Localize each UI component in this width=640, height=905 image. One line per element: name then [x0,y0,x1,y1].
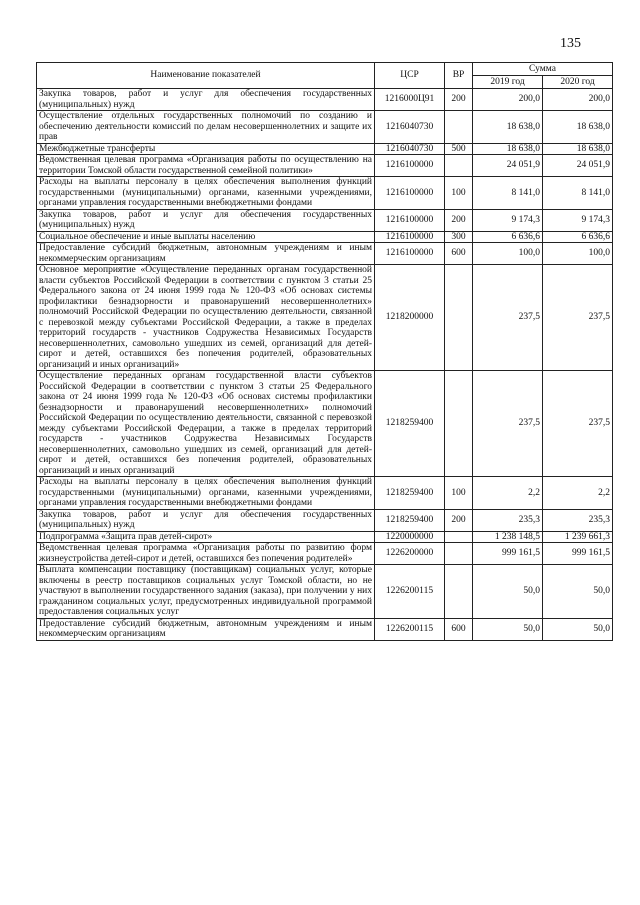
header-vr: ВР [445,63,473,89]
row-sum-2019: 237,5 [473,371,543,477]
row-vr: 200 [445,209,473,231]
table-row [37,209,613,231]
row-sum-2020: 237,5 [543,371,613,477]
row-sum-2019: 237,5 [473,265,543,371]
row-csr: 1218259400 [375,477,445,510]
row-sum-2020: 235,3 [543,509,613,531]
row-sum-2019: 50,0 [473,565,543,619]
row-vr: 600 [445,243,473,265]
header-year-2019: 2019 год [473,76,543,89]
table-row [37,565,613,619]
header-name: Наименование показателей [37,63,375,89]
row-vr [445,371,473,477]
row-sum-2019: 9 174,3 [473,209,543,231]
row-name: Расходы на выплаты персоналу в целях обеспечения выполнения функций государственными (муниципальными) органами, казенными учреждениями, органами управления государственными внебюджетными фондами [37,177,375,210]
row-vr: 600 [445,618,473,640]
row-name: Основное мероприятие «Осуществление переданных органам государственной власти субъектов Российской Федерации в соответствии с пунктом 3 статьи 25 Федерального закона от 24 июня 1999 года № 120-ФЗ «Об основах системы профилактики безнадзорности и правонарушений несовершеннолетних» полномочий Российской Федерации по осуществлению деятельности, связанной с перевозкой между субъектами Российской Федерации, а также в пределах территорий государств - участников Содружества Независимых Государств несовершеннолетних, самовольно ушедших из семей, организаций для детей-сирот и детей, оставшихся без попечения родителей, образовательных организаций и иных организаций» [37,265,375,371]
row-name: Осуществление переданных органам государственной власти субъектов Российской Федерации в соответствии с пунктом 3 статьи 25 Федерального закона от 24 июня 1999 года № 120-ФЗ «Об основах системы профилактики безнадзорности и правонарушений несовершеннолетних» полномочий Российской Федерации по осуществлению деятельности, связанной с перевозкой между субъектами Российской Федерации, а также в пределах территорий государств - участников Содружества Независимых Государств несовершеннолетних, самовольно ушедших из семей, организаций для детей-сирот и детей, оставшихся без попечения родителей, образовательных организаций и иных организаций [37,371,375,477]
row-name: Закупка товаров, работ и услуг для обеспечения государственных (муниципальных) нужд [37,89,375,111]
row-sum-2020: 2,2 [543,477,613,510]
row-vr [445,265,473,371]
row-csr: 1216100000 [375,209,445,231]
row-sum-2019: 999 161,5 [473,543,543,565]
row-name: Межбюджетные трансферты [37,143,375,155]
row-csr: 1226200115 [375,565,445,619]
row-csr: 1218259400 [375,509,445,531]
row-vr [445,155,473,177]
row-vr: 200 [445,509,473,531]
table-row [37,618,613,640]
row-name: Предоставление субсидий бюджетным, автономным учреждениям и иным некоммерческим организациям [37,618,375,640]
header-sum: Сумма [473,63,613,76]
row-vr [445,543,473,565]
row-sum-2019: 18 638,0 [473,143,543,155]
table-row [37,231,613,243]
row-sum-2019: 50,0 [473,618,543,640]
row-csr: 1216000Ц91 [375,89,445,111]
row-name: Ведомственная целевая программа «Организация работы по развитию форм жизнеустройства детей-сирот и детей, оставшихся без попечения родителей» [37,543,375,565]
row-sum-2019: 24 051,9 [473,155,543,177]
row-sum-2020: 6 636,6 [543,231,613,243]
row-sum-2020: 50,0 [543,618,613,640]
row-csr: 1226200115 [375,618,445,640]
row-csr: 1218259400 [375,371,445,477]
table-row [37,155,613,177]
row-name: Социальное обеспечение и иные выплаты населению [37,231,375,243]
row-sum-2019: 100,0 [473,243,543,265]
budget-table [36,62,613,641]
row-csr: 1220000000 [375,531,445,543]
row-sum-2020: 9 174,3 [543,209,613,231]
row-sum-2020: 100,0 [543,243,613,265]
table-row [37,477,613,510]
row-sum-2019: 6 636,6 [473,231,543,243]
row-csr: 1216100000 [375,155,445,177]
row-name: Предоставление субсидий бюджетным, автономным учреждениям и иным некоммерческим организациям [37,243,375,265]
row-sum-2020: 50,0 [543,565,613,619]
row-sum-2019: 18 638,0 [473,111,543,144]
row-csr: 1226200000 [375,543,445,565]
row-name: Выплата компенсации поставщику (поставщикам) социальных услуг, которые включены в реестр поставщиков социальных услуг Томской области, но не участвуют в выполнении государственного задания (заказа), при получении у них гражданином социальных услуг, предусмотренных индивидуальной программой предоставления социальных услуг [37,565,375,619]
row-csr: 1216040730 [375,143,445,155]
row-csr: 1218200000 [375,265,445,371]
row-sum-2020: 999 161,5 [543,543,613,565]
row-sum-2020: 24 051,9 [543,155,613,177]
row-vr [445,531,473,543]
table-row [37,177,613,210]
row-name: Расходы на выплаты персоналу в целях обеспечения выполнения функций государственными (муниципальными) органами, казенными учреждениями, органами управления государственными внебюджетными фондами [37,477,375,510]
row-csr: 1216100000 [375,177,445,210]
table-row [37,371,613,477]
row-sum-2020: 18 638,0 [543,143,613,155]
table-row [37,243,613,265]
row-sum-2019: 1 238 148,5 [473,531,543,543]
row-name: Закупка товаров, работ и услуг для обеспечения государственных (муниципальных) нужд [37,209,375,231]
row-csr: 1216040730 [375,111,445,144]
row-name: Ведомственная целевая программа «Организация работы по осуществлению на территории Томской области государственной семейной политики» [37,155,375,177]
row-sum-2019: 235,3 [473,509,543,531]
table-row [37,531,613,543]
row-sum-2020: 8 141,0 [543,177,613,210]
row-vr: 200 [445,89,473,111]
row-vr [445,565,473,619]
header-csr: ЦСР [375,63,445,89]
row-sum-2020: 200,0 [543,89,613,111]
row-name: Закупка товаров, работ и услуг для обеспечения государственных (муниципальных) нужд [37,509,375,531]
row-sum-2019: 2,2 [473,477,543,510]
table-row [37,509,613,531]
table-row [37,265,613,371]
row-sum-2020: 237,5 [543,265,613,371]
row-vr: 300 [445,231,473,243]
table-row [37,111,613,144]
row-vr: 100 [445,177,473,210]
table-row [37,543,613,565]
row-csr: 1216100000 [375,231,445,243]
row-vr [445,111,473,144]
row-sum-2019: 8 141,0 [473,177,543,210]
row-sum-2020: 18 638,0 [543,111,613,144]
row-sum-2020: 1 239 661,3 [543,531,613,543]
row-name: Осуществление отдельных государственных полномочий по созданию и обеспечению деятельности комиссий по делам несовершеннолетних и защите их прав [37,111,375,144]
row-csr: 1216100000 [375,243,445,265]
row-vr: 100 [445,477,473,510]
row-sum-2019: 200,0 [473,89,543,111]
page-number: 135 [560,36,581,51]
header-year-2020: 2020 год [543,76,613,89]
table-row [37,89,613,111]
table-row [37,143,613,155]
row-vr: 500 [445,143,473,155]
row-name: Подпрограмма «Защита прав детей-сирот» [37,531,375,543]
